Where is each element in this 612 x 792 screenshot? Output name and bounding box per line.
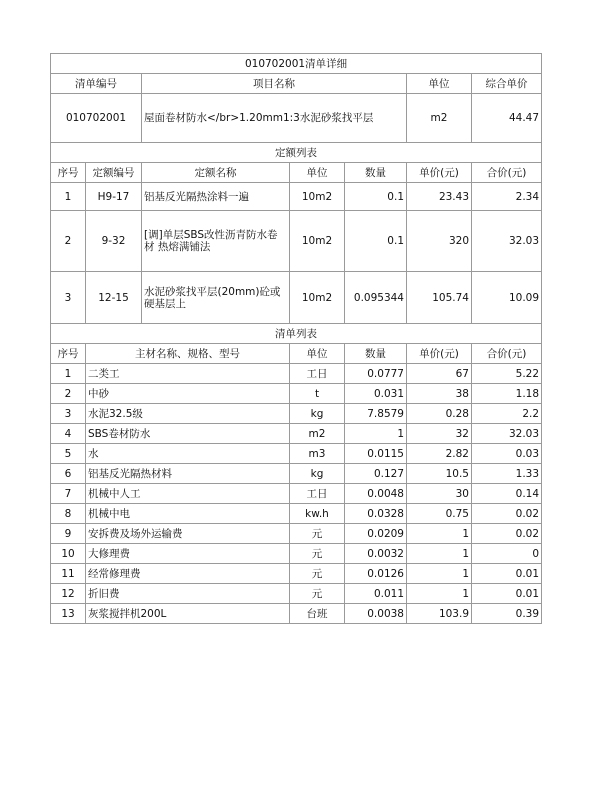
- material-no: 10: [51, 544, 86, 564]
- material-qty: 7.8579: [345, 404, 407, 424]
- material-total: 32.03: [472, 424, 542, 444]
- bill-unit: m2: [407, 94, 472, 143]
- material-name: 经常修理费: [86, 564, 290, 584]
- material-name: 安拆费及场外运输费: [86, 524, 290, 544]
- material-total: 2.2: [472, 404, 542, 424]
- material-qty-header: 数量: [345, 344, 407, 364]
- material-unit: 元: [290, 564, 345, 584]
- material-qty: 0.0048: [345, 484, 407, 504]
- material-no: 1: [51, 364, 86, 384]
- material-row: [51, 564, 542, 584]
- material-unit: t: [290, 384, 345, 404]
- material-name: 二类工: [86, 364, 290, 384]
- bill-name: 屋面卷材防水</br>1.20mm1:3水泥砂浆找平层: [142, 94, 407, 143]
- quota-no: 2: [51, 211, 86, 272]
- quota-code: 12-15: [86, 272, 142, 324]
- material-row: [51, 584, 542, 604]
- material-total: 0.01: [472, 584, 542, 604]
- material-row: [51, 504, 542, 524]
- material-name: 灰浆搅拌机200L: [86, 604, 290, 624]
- quota-total: 32.03: [472, 211, 542, 272]
- quota-header-row: [51, 163, 542, 183]
- material-qty: 0.0777: [345, 364, 407, 384]
- material-price: 1: [407, 544, 472, 564]
- quota-total: 10.09: [472, 272, 542, 324]
- material-unit: 台班: [290, 604, 345, 624]
- material-name: 中砂: [86, 384, 290, 404]
- material-name: 水泥32.5级: [86, 404, 290, 424]
- material-price: 1: [407, 564, 472, 584]
- material-no: 9: [51, 524, 86, 544]
- material-qty: 1: [345, 424, 407, 444]
- material-qty: 0.0209: [345, 524, 407, 544]
- material-row: [51, 444, 542, 464]
- material-price: 2.82: [407, 444, 472, 464]
- material-name: 铝基反光隔热材料: [86, 464, 290, 484]
- material-price: 32: [407, 424, 472, 444]
- material-unit: kg: [290, 464, 345, 484]
- material-qty: 0.0038: [345, 604, 407, 624]
- material-unit: 工日: [290, 484, 345, 504]
- material-no: 2: [51, 384, 86, 404]
- quota-unit-header: 单位: [290, 163, 345, 183]
- material-price: 10.5: [407, 464, 472, 484]
- bill-header-row: [51, 74, 542, 94]
- quota-row: [51, 211, 542, 272]
- material-qty: 0.127: [345, 464, 407, 484]
- quota-row: [51, 183, 542, 211]
- material-total: 5.22: [472, 364, 542, 384]
- material-section-title: 清单列表: [51, 324, 542, 344]
- material-row: [51, 544, 542, 564]
- material-total: 0.02: [472, 504, 542, 524]
- material-no-header: 序号: [51, 344, 86, 364]
- material-total: 0: [472, 544, 542, 564]
- material-row: [51, 464, 542, 484]
- quota-name: [调]单层SBS改性沥青防水卷材 热熔满铺法: [142, 211, 290, 272]
- material-total: 0.03: [472, 444, 542, 464]
- material-qty: 0.0126: [345, 564, 407, 584]
- material-row: [51, 404, 542, 424]
- material-name: 机械中电: [86, 504, 290, 524]
- quota-code-header: 定额编号: [86, 163, 142, 183]
- material-total: 1.18: [472, 384, 542, 404]
- material-no: 7: [51, 484, 86, 504]
- material-unit: m3: [290, 444, 345, 464]
- bill-code-header: 清单编号: [51, 74, 142, 94]
- quota-name: 水泥砂浆找平层(20mm)砼或硬基层上: [142, 272, 290, 324]
- material-no: 13: [51, 604, 86, 624]
- material-unit: 工日: [290, 364, 345, 384]
- quota-price-header: 单价(元): [407, 163, 472, 183]
- material-name: 大修理费: [86, 544, 290, 564]
- material-price: 30: [407, 484, 472, 504]
- material-name: 机械中人工: [86, 484, 290, 504]
- bill-unit-price: 44.47: [472, 94, 542, 143]
- material-name: 折旧费: [86, 584, 290, 604]
- material-no: 5: [51, 444, 86, 464]
- material-unit: m2: [290, 424, 345, 444]
- bill-detail-table: [50, 53, 542, 624]
- material-row: [51, 604, 542, 624]
- quota-name: 铝基反光隔热涂料一遍: [142, 183, 290, 211]
- quota-qty-header: 数量: [345, 163, 407, 183]
- material-price: 1: [407, 524, 472, 544]
- material-total: 0.01: [472, 564, 542, 584]
- material-row: [51, 364, 542, 384]
- quota-price: 320: [407, 211, 472, 272]
- quota-qty: 0.1: [345, 211, 407, 272]
- material-unit: kg: [290, 404, 345, 424]
- material-no: 12: [51, 584, 86, 604]
- material-qty: 0.0328: [345, 504, 407, 524]
- material-row: [51, 424, 542, 444]
- material-total: 0.02: [472, 524, 542, 544]
- quota-section-title: 定额列表: [51, 143, 542, 163]
- quota-unit: 10m2: [290, 272, 345, 324]
- material-name: SBS卷材防水: [86, 424, 290, 444]
- quota-no-header: 序号: [51, 163, 86, 183]
- quota-unit: 10m2: [290, 211, 345, 272]
- quota-row: [51, 272, 542, 324]
- quota-unit: 10m2: [290, 183, 345, 211]
- material-total: 0.39: [472, 604, 542, 624]
- material-unit: 元: [290, 584, 345, 604]
- material-price: 38: [407, 384, 472, 404]
- quota-code: H9-17: [86, 183, 142, 211]
- quota-total-header: 合价(元): [472, 163, 542, 183]
- bill-name-header: 项目名称: [142, 74, 407, 94]
- material-no: 6: [51, 464, 86, 484]
- material-qty: 0.0115: [345, 444, 407, 464]
- material-price-header: 单价(元): [407, 344, 472, 364]
- material-row: [51, 384, 542, 404]
- quota-no: 3: [51, 272, 86, 324]
- material-unit: kw.h: [290, 504, 345, 524]
- material-qty: 0.011: [345, 584, 407, 604]
- bill-code: 010702001: [51, 94, 142, 143]
- material-header-row: [51, 344, 542, 364]
- material-qty: 0.0032: [345, 544, 407, 564]
- material-no: 11: [51, 564, 86, 584]
- material-price: 103.9: [407, 604, 472, 624]
- bill-unit-price-header: 综合单价: [472, 74, 542, 94]
- material-price: 1: [407, 584, 472, 604]
- material-unit: 元: [290, 544, 345, 564]
- material-no: 8: [51, 504, 86, 524]
- material-total-header: 合价(元): [472, 344, 542, 364]
- material-name: 水: [86, 444, 290, 464]
- material-price: 0.28: [407, 404, 472, 424]
- quota-name-header: 定额名称: [142, 163, 290, 183]
- quota-price: 105.74: [407, 272, 472, 324]
- quota-no: 1: [51, 183, 86, 211]
- quota-qty: 0.095344: [345, 272, 407, 324]
- material-total: 1.33: [472, 464, 542, 484]
- material-no: 3: [51, 404, 86, 424]
- material-total: 0.14: [472, 484, 542, 504]
- quota-price: 23.43: [407, 183, 472, 211]
- quota-qty: 0.1: [345, 183, 407, 211]
- material-name-header: 主材名称、规格、型号: [86, 344, 290, 364]
- quota-code: 9-32: [86, 211, 142, 272]
- material-no: 4: [51, 424, 86, 444]
- material-row: [51, 524, 542, 544]
- material-qty: 0.031: [345, 384, 407, 404]
- table-title: 010702001清单详细: [51, 54, 542, 74]
- material-price: 67: [407, 364, 472, 384]
- bill-unit-header: 单位: [407, 74, 472, 94]
- material-price: 0.75: [407, 504, 472, 524]
- material-row: [51, 484, 542, 504]
- quota-total: 2.34: [472, 183, 542, 211]
- bill-row: [51, 94, 542, 143]
- material-unit: 元: [290, 524, 345, 544]
- material-unit-header: 单位: [290, 344, 345, 364]
